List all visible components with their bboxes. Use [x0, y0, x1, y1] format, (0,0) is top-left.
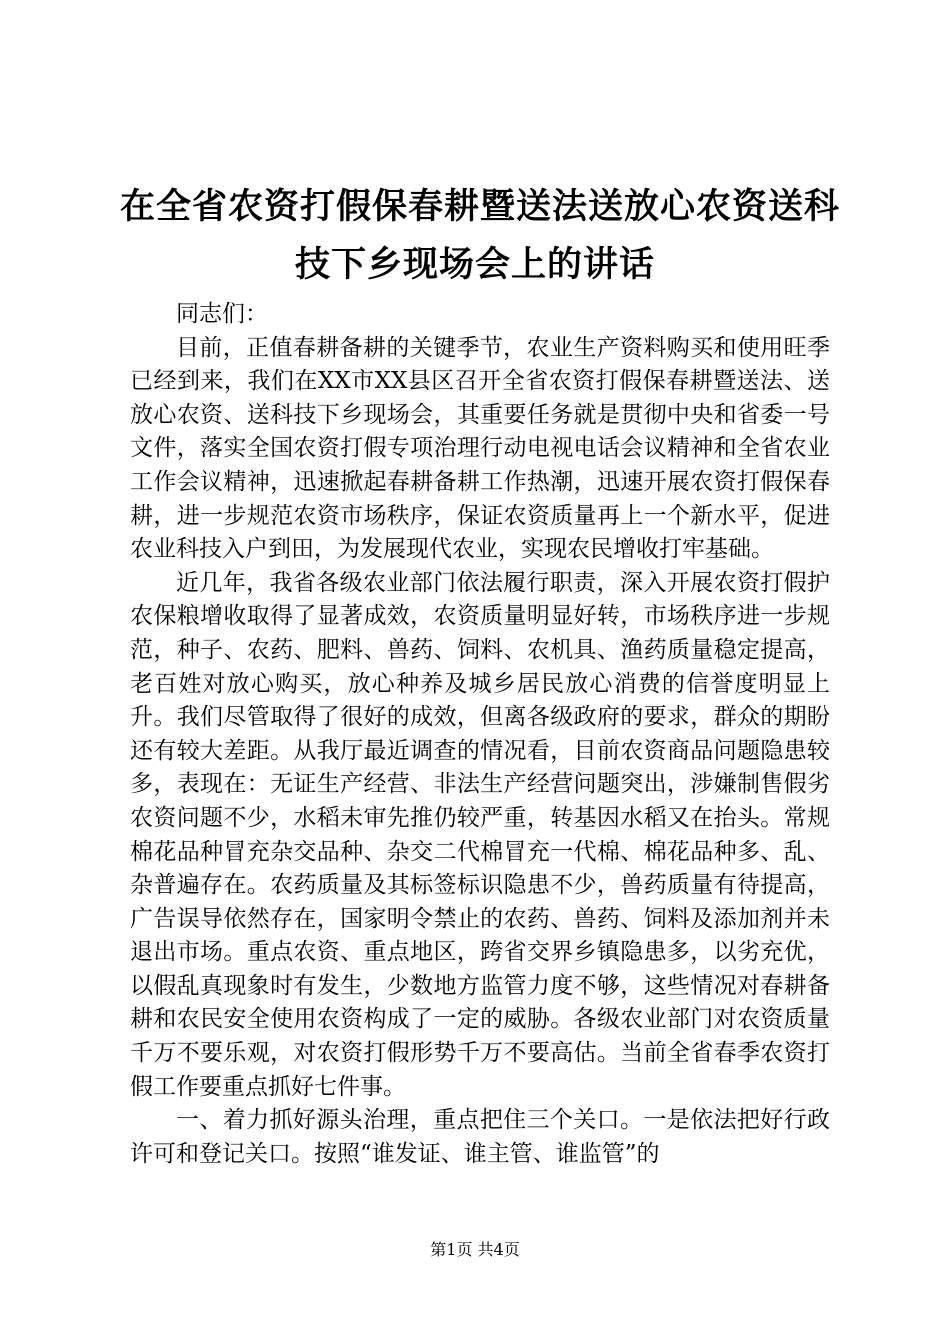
paragraph-1: 目前，正值春耕备耕的关键季节，农业生产资料购买和使用旺季已经到来，我们在XX市XX县区召开全省农资打假保春耕暨送法、送放心农资、送科技下乡现场会，其重要任务就是贯彻中央和省委一号文件，落实全国农资打假专项治理行动电视电话会议精神和全省农业工作会议精神，迅速掀起春耕备耕工作热潮，迅速开展农资打假保春耕，进一步规范农资市场秩序，保证农资质量再上一个新水平，促进农业科技入户到田，为发展现代农业，实现农民增收打牢基础。 [130, 334, 830, 563]
paragraph-3: 一、着力抓好源头治理，重点把住三个关口。一是依法把好行政许可和登记关口。按照“谁发证、谁主管、谁监管”的 [130, 1107, 830, 1167]
document-title-line-1: 在全省农资打假保春耕暨送法送放心农资送科 [120, 187, 841, 227]
document-body [130, 298, 830, 1171]
paragraph-2: 近几年，我省各级农业部门依法履行职责，深入开展农资打假护农保粮增收取得了显著成效，农资质量明显好转，市场秩序进一步规范，种子、农药、肥料、兽药、饲料、农机具、渔药质量稳定提高，老百姓对放心购买，放心种养及城乡居民放心消费的信誉度明显上升。我们尽管取得了很好的成效，但离各级政府的要求，群众的期盼还有较大差距。从我厅最近调查的情况看，目前农资商品问题隐患较多，表现在：无证生产经营、非法生产经营问题突出，涉嫌制售假劣农资问题不少，水稻未审先推仍较严重，转基因水稻又在抬头。常规棉花品种冒充杂交品种、杂交二代棉冒充一代棉、棉花品种多、乱、杂普遍存在。农药质量及其标签标识隐患不少，兽药质量有待提高，广告误导依然存在，国家明令禁止的农药、兽药、饲料及添加剂并未退出市场。重点农资、重点地区，跨省交界乡镇隐患多，以劣充优，以假乱真现象时有发生，少数地方监管力度不够，这些情况对春耕备耕和农民安全使用农资构成了一定的威胁。各级农业部门对农资质量千万不要乐观，对农资打假形势千万不要高估。当前全省春季农资打假工作要重点抓好七件事。 [130, 569, 830, 1100]
page-footer [0, 1240, 950, 1260]
page-number: 第1页 共4页 [430, 1240, 520, 1259]
salutation: 同志们： [176, 301, 268, 327]
document-title-line-2: 技下乡现场会上的讲话 [294, 245, 655, 285]
document-title [120, 178, 841, 294]
